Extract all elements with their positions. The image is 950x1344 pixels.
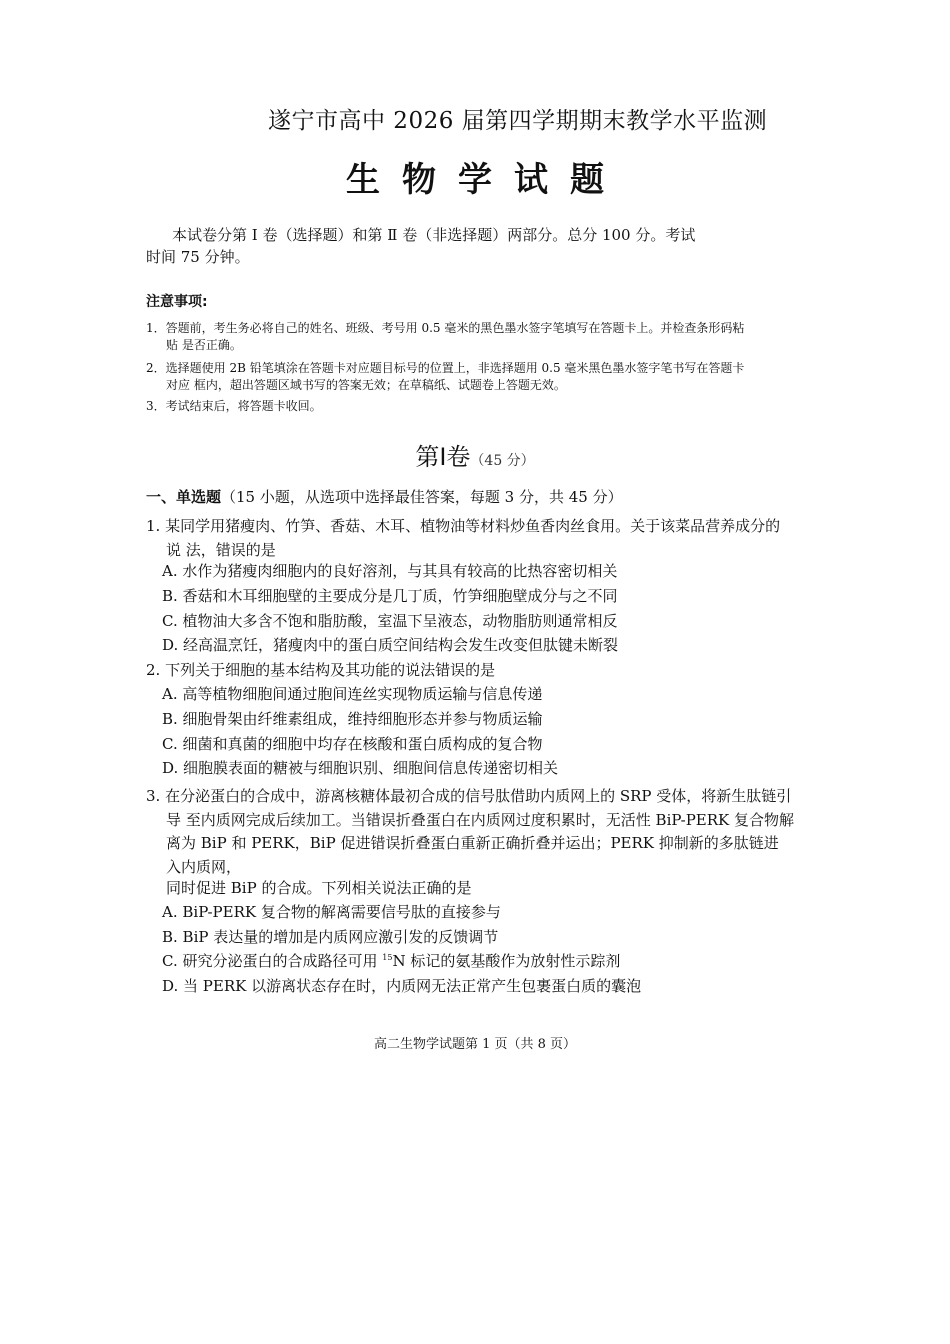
part-heading	[146, 486, 623, 507]
option-c	[162, 950, 620, 971]
option-c-text: C. 研究分泌蛋白的合成路径可用	[162, 952, 383, 970]
option-c: C. 细菌和真菌的细胞中均存在核酸和蛋白质构成的复合物	[162, 735, 543, 753]
option-c: C. 植物油大多含不饱和脂肪酸，室温下呈液态，动物脂肪则通常相反	[162, 612, 618, 630]
question-stem: 3. 在分泌蛋白的合成中，游离核糖体最初合成的信号肽借助内质网上的 SRP 受体，将新生肽链引	[146, 787, 792, 805]
section-label: 第Ⅰ卷	[415, 443, 471, 471]
option-d: D. 经高温烹饪，猪瘦肉中的蛋白质空间结构会发生改变但肽键未断裂	[162, 636, 619, 654]
question-stem: 说 法，错误的是	[166, 541, 276, 559]
page-footer: 高二生物学试题第 1 页（共 8 页）	[373, 1037, 577, 1052]
option-a: A. 水作为猪瘦肉细胞内的良好溶剂，与其具有较高的比热容密切相关	[162, 562, 618, 580]
page-title: 生物学试题	[346, 160, 626, 200]
part-label: 一、单选题	[146, 488, 222, 506]
option-d: D. 细胞膜表面的糖被与细胞识别、细胞间信息传递密切相关	[162, 759, 559, 777]
section-points: （45 分）	[470, 453, 535, 469]
intro-line-2: 时间 75 分钟。	[146, 248, 250, 266]
option-a: A. 高等植物细胞间通过胞间连丝实现物质运输与信息传递	[162, 685, 543, 703]
option-c-text-end: N 标记的氨基酸作为放射性示踪剂	[392, 952, 621, 970]
option-b: B. BiP 表达量的增加是内质网应激引发的反馈调节	[162, 928, 499, 946]
note-line: 对应 框内，超出答题区域书写的答案无效；在草稿纸、试题卷上答题无效。	[166, 378, 566, 392]
note-line: 1．答题前，考生务必将自己的姓名、班级、考号用 0.5 毫米的黑色墨水签字笔填写在答题卡上。并检查条形码粘	[146, 321, 745, 335]
question-stem: 同时促进 BiP 的合成。下列相关说法正确的是	[166, 879, 472, 897]
question-stem: 离为 BiP 和 PERK，BiP 促进错误折叠蛋白重新正确折叠并运出；PERK 抑制新的多肽链进	[166, 834, 779, 852]
note-line: 3．考试结束后，将答题卡收回。	[146, 399, 322, 413]
option-a: A. BiP-PERK 复合物的解离需要信号肽的直接参与	[162, 903, 501, 921]
isotope-superscript: 15	[382, 953, 393, 962]
question-stem: 导 至内质网完成后续加工。当错误折叠蛋白在内质网过度积累时，无活性 BiP-PERK 复合物解	[166, 811, 795, 829]
option-d: D. 当 PERK 以游离状态存在时，内质网无法正常产生包裹蛋白质的囊泡	[162, 977, 642, 995]
question-stem: 2. 下列关于细胞的基本结构及其功能的说法错误的是	[146, 661, 496, 679]
notes-heading: 注意事项:	[146, 294, 208, 310]
note-line: 贴 是否正确。	[166, 338, 242, 352]
exam-header: 遂宁市高中 2026 届第四学期期末教学水平监测	[268, 108, 768, 134]
question-stem: 入内质网，	[166, 858, 242, 876]
option-b: B. 香菇和木耳细胞壁的主要成分是几丁质，竹笋细胞壁成分与之不同	[162, 587, 618, 605]
part-desc: （15 小题，从选项中选择最佳答案，每题 3 分，共 45 分）	[221, 488, 623, 506]
option-b: B. 细胞骨架由纤维素组成，维持细胞形态并参与物质运输	[162, 710, 543, 728]
section-title	[0, 437, 950, 472]
note-line: 2．选择题使用 2B 铅笔填涂在答题卡对应题目标号的位置上，非选择题用 0.5 毫米黑色墨水签字笔书写在答题卡	[146, 361, 745, 375]
intro-line-1: 本试卷分第 Ⅰ 卷（选择题）和第 Ⅱ 卷（非选择题）两部分。总分 100 分。考试	[172, 226, 696, 244]
question-stem: 1. 某同学用猪瘦肉、竹笋、香菇、木耳、植物油等材料炒鱼香肉丝食用。关于该菜品营养成分的	[146, 517, 781, 535]
